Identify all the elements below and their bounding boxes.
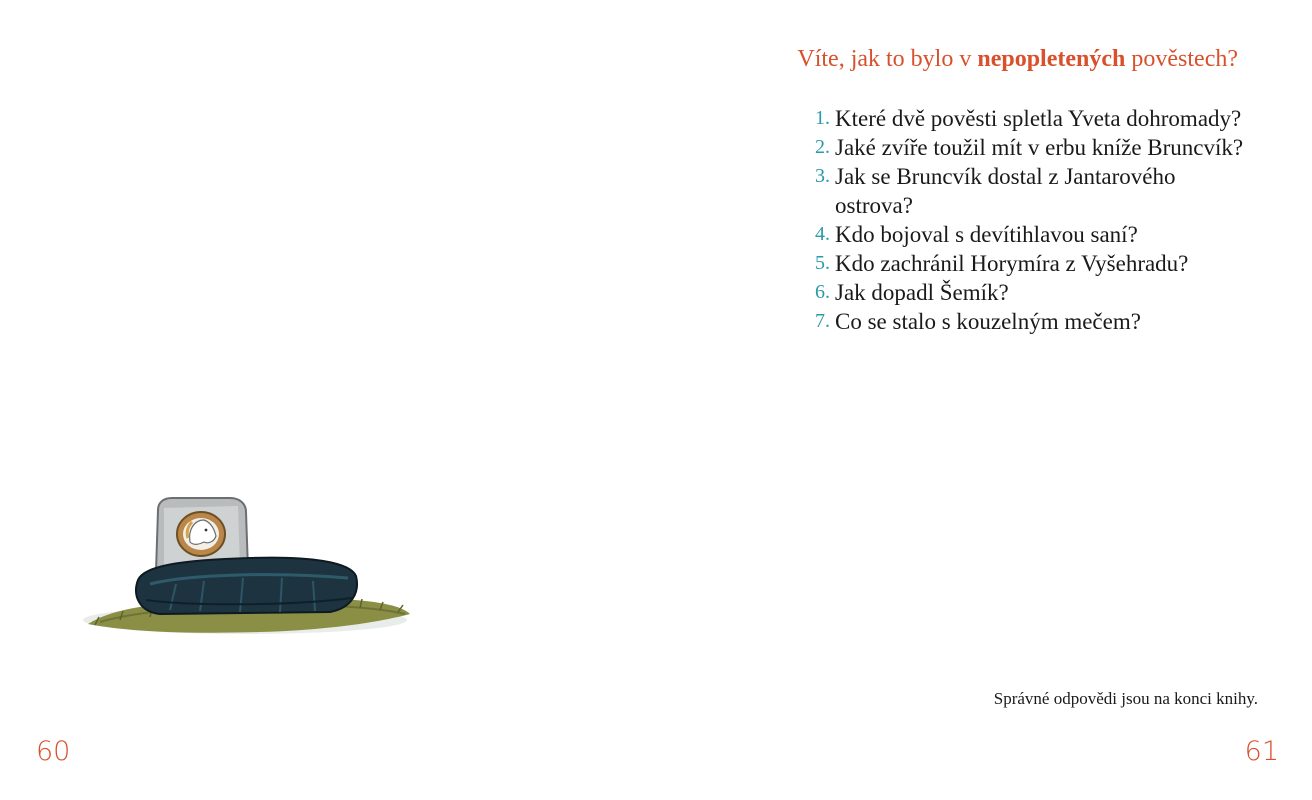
question-item	[806, 104, 1256, 133]
heading-suffix: pověstech?	[1125, 46, 1238, 72]
question-number: 6.	[815, 281, 830, 303]
heading-emphasis: nepopletených	[977, 46, 1126, 72]
question-text: Jak se Bruncvík dostal z Jantarového ostrova?	[835, 164, 1176, 218]
page-heading	[797, 46, 1238, 73]
question-text: Jaké zvíře toužil mít v erbu kníže Bruncvík?	[835, 135, 1244, 160]
question-text: Jak dopadl Šemík?	[835, 280, 1009, 305]
heading-prefix: Víte, jak to bylo v	[797, 46, 978, 72]
question-text: Kdo bojoval s devítihlavou saní?	[835, 222, 1138, 247]
question-number: 1.	[815, 107, 830, 129]
right-page	[656, 0, 1312, 800]
answers-note: Správné odpovědi jsou na konci knihy.	[993, 689, 1258, 708]
question-number: 4.	[815, 223, 830, 245]
question-number: 5.	[815, 252, 830, 274]
grave-with-horse-plaque-icon	[80, 492, 415, 642]
question-text: Které dvě pověsti spletla Yveta dohromady?	[835, 106, 1242, 131]
question-item	[806, 249, 1256, 278]
page-number-right: 61	[1244, 736, 1279, 767]
question-item	[806, 133, 1256, 162]
question-list	[806, 104, 1256, 336]
question-number: 2.	[815, 136, 830, 158]
question-item	[806, 278, 1256, 307]
question-item	[806, 162, 1256, 220]
question-text: Kdo zachránil Horymíra z Vyšehradu?	[835, 251, 1189, 276]
question-number: 7.	[815, 310, 830, 332]
question-text: Co se stalo s kouzelným mečem?	[835, 309, 1141, 334]
question-item	[806, 220, 1256, 249]
question-item	[806, 307, 1256, 336]
question-number: 3.	[815, 165, 830, 187]
page-number-left: 60	[36, 736, 71, 767]
